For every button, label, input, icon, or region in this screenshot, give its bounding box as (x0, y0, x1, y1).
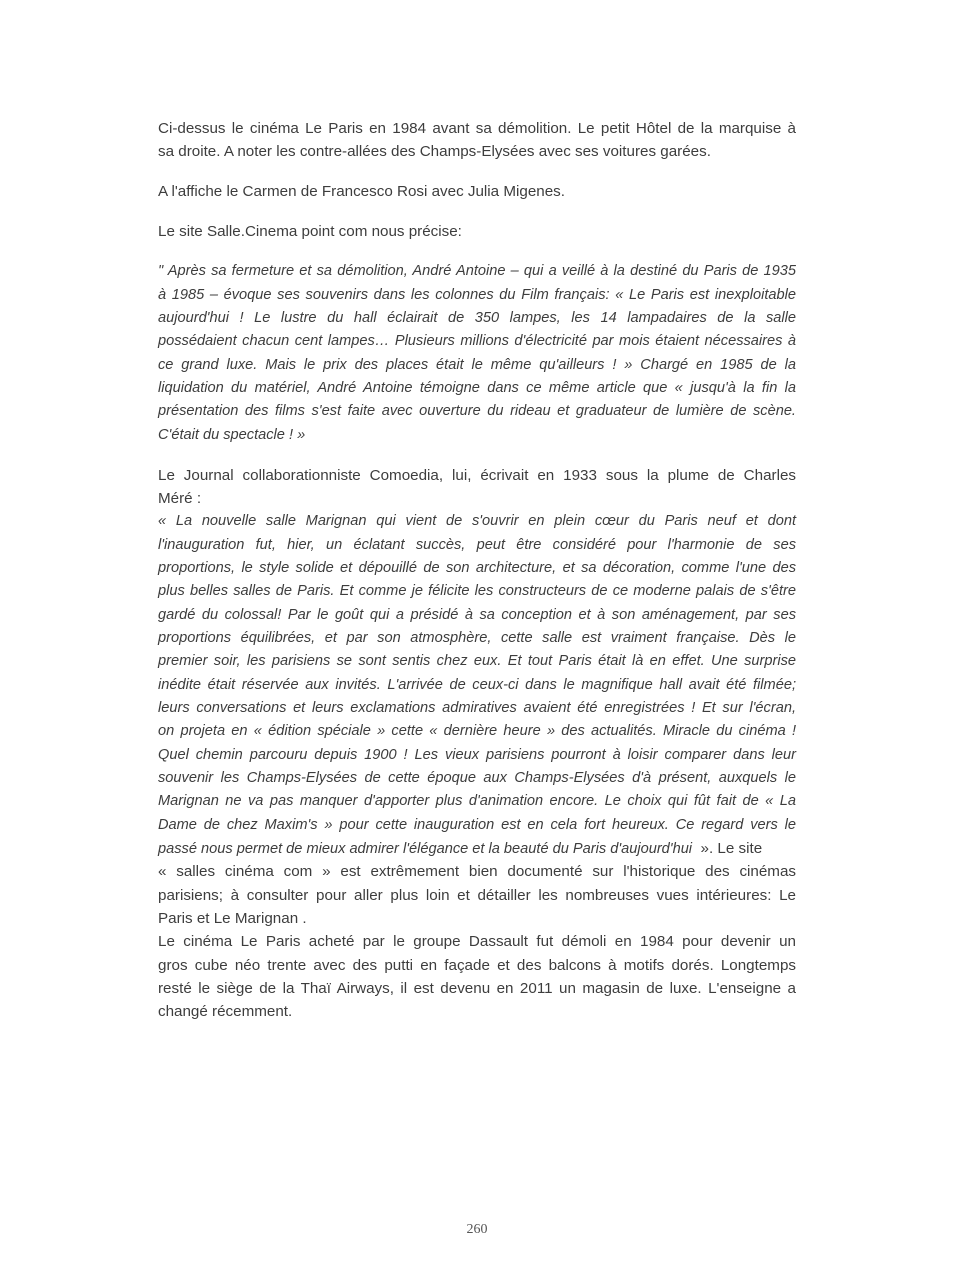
quote-line: premier soir, les parisiens se sont sentis chez eux. Et tout Paris était là en effet. Une surprise (158, 653, 796, 670)
quote-line: Quel chemin parcouru depuis 1900 ! Les vieux parisiens pourront à loisir comparer dans leur (158, 746, 796, 763)
text-line: changé récemment. (158, 1003, 293, 1021)
quote-line: gardé du colossal! Par le goût qui a présidé à sa conception et à son aménagement, par ses (158, 606, 796, 623)
text-line: Le site Salle.Cinema point com nous précise: (158, 223, 462, 241)
quote-line: à 1985 – évoque ses souvenirs dans les colonnes du Film français: « Le Paris est inexploitable (158, 286, 796, 303)
quote-line: on projeta en « édition spéciale » cette « dernière heure » des actualités. Miracle du cinéma ! (158, 723, 796, 740)
quote-line: l'inauguration fut, hier, un éclatant succès, peut être considéré pour l'harmonie de ses (158, 536, 796, 553)
text-line: A l'affiche le Carmen de Francesco Rosi avec Julia Migenes. (158, 183, 565, 201)
text-continuation: ». Le site (692, 840, 763, 857)
quote-comoedia (158, 510, 796, 860)
quote-line: plus belles salles de Paris. Et comme je félicite les constructeurs de ce moderne palais de s'être (158, 583, 796, 600)
quote-end: passé nous permet de mieux admirer l'élégance et la beauté du Paris d'aujourd'hui (158, 841, 693, 857)
quote-line: ce grand luxe. Mais le prix des places était le même qu'ailleurs ! » Chargé en 1985 de la (158, 356, 796, 373)
text-line: gros cube néo trente avec des putti en façade et des balcons à motifs dorés. Longtemps (158, 956, 796, 974)
quote-line: proportions, le style solide et dépouillé de son architecture, et sa décoration, comme l'une des (158, 559, 796, 576)
text-line: resté le siège de la Thaï Airways, il est devenu en 2011 un magasin de luxe. L'enseigne a (158, 980, 796, 998)
text-line: Méré : (158, 489, 202, 507)
quote-line: liquidation du matériel, André Antoine témoigne dans ce même article que « jusqu'à la fin la (158, 379, 796, 396)
quote-line: " Après sa fermeture et sa démolition, André Antoine – qui a veillé à la destiné du Paris de 1935 (158, 263, 796, 280)
quote-line: leurs conversations et leurs exclamations admiratives avaient été enregistrées ! Et sur l'écran, (158, 699, 796, 716)
quote-line: « La nouvelle salle Marignan qui vient de s'ouvrir en plein cœur du Paris neuf et dont (158, 513, 796, 530)
quote-line: Dame de chez Maxim's » pour cette inauguration est en cela fort heureux. Ce regard vers le (158, 816, 796, 833)
quote-line: Marignan ne va pas manquer d'apporter plus d'animation encore. Le choix qui fût fait de « La (158, 793, 796, 810)
text-line: parisiens; à consulter pour aller plus loin et détailler les nombreuses vues intérieures: Le (158, 886, 796, 904)
quote-line: présentation des films s'est faite avec ouverture du rideau et graduateur de lumière de scène. (158, 403, 796, 420)
quote-line: C'était du spectacle ! » (158, 426, 306, 443)
quote-line: possédaient chacun cent lampes… Plusieurs millions d'électricité par mois étaient nécessaires à (158, 333, 796, 350)
page-number: 260 (466, 1222, 488, 1237)
text-line: Ci-dessus le cinéma Le Paris en 1984 avant sa démolition. Le petit Hôtel de la marquise à (158, 120, 796, 137)
quote-line: inédite était réservée aux invités. L'arrivée de ceux-ci dans le magnifique hall avait été filmée; (158, 676, 796, 693)
text-line: « salles cinéma com » est extrêmement bien documenté sur l'historique des cinémas (158, 863, 796, 881)
quote-salle-cinema (158, 260, 796, 447)
text-line: Le Journal collaborationniste Comoedia, lui, écrivait en 1933 sous la plume de Charles (158, 466, 796, 484)
quote-line: proportions équilibrées, et par son atmosphère, cette salle est vraiment française. Dès le (158, 629, 796, 646)
quote-line: aujourd'hui ! Le lustre du hall éclairait de 350 lampes, les 14 lampadaires de la salle (158, 309, 796, 326)
text-line: Paris et Le Marignan . (158, 910, 307, 928)
quote-line (158, 837, 796, 860)
quote-line: souvenir les Champs-Elysées de cette époque aux Champs-Elysées d'à présent, auxquels le (158, 769, 796, 786)
document-body (158, 117, 796, 1024)
text-line: sa droite. A noter les contre-allées des Champs-Elysées avec ses voitures garées. (158, 143, 711, 161)
text-line: Le cinéma Le Paris acheté par le groupe Dassault fut démoli en 1984 pour devenir un (158, 933, 796, 951)
